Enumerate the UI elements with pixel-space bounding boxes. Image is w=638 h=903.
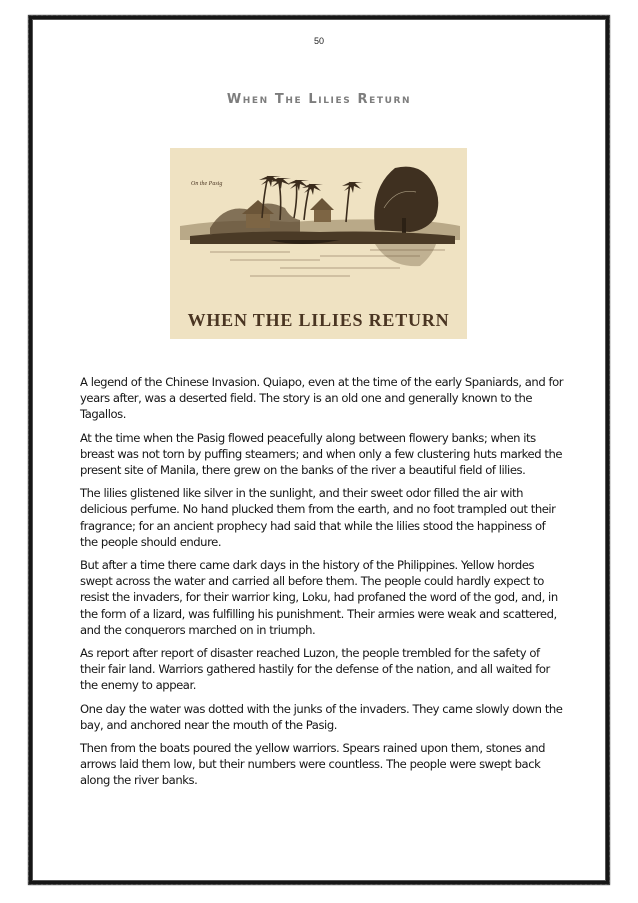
paragraph: At the time when the Pasig flowed peacefully along between flowery banks; when its breast was not torn by puffing steamers; and when only a few clustering huts marked the present site of Manila, there grew on the banks of the river a beautiful field of lilies. [80,430,563,478]
paragraph: The lilies glistened like silver in the sunlight, and their sweet odor filled the air with delicious perfume. No hand plucked them from the earth, and no foot trampled out their fragrance; for an ancient prophecy had said that while the lilies stood the happiness of the people should endure. [80,486,556,549]
paragraph: One day the water was dotted with the junks of the invaders. They came slowly down the bay, and anchored near the mouth of the Pasig. [80,701,563,732]
story-text [80,374,566,796]
paragraph: But after a time there came dark days in the history of the Philippines. Yellow hordes swept across the water and carried all before them. The people could hardly expect to resist the invaders, for their warrior king, Loku, had profaned the word of the god, and, in the form of a lizard, was fulfilling his punishment. Their armies were weak and scattered, and the conquerors marched on in triumph. [80,558,558,637]
river-sketch [170,148,467,308]
chapter-illustration [170,148,467,339]
paragraph: A legend of the Chinese Invasion. Quiapo, even at the time of the early Spaniards, and for years after, was a deserted field. The story is an old one and generally known to the Tagallos. [80,375,564,422]
chapter-title: When The Lilies Return [226,92,412,107]
paragraph: As report after report of disaster reached Luzon, the people trembled for the safety of their fair land. Warriors gathered hastily for the defense of the nation, and all waited for the enemy to appear. [80,646,550,693]
illustration-corner-label: On the Pasig [191,181,223,187]
paragraph: Then from the boats poured the yellow warriors. Spears rained upon them, stones and arrows laid them low, but their numbers were countless. The people were swept back along the river banks. [80,741,546,788]
illustration-caption: WHEN THE LILIES RETURN [187,310,450,330]
page-number: 50 [313,36,324,46]
